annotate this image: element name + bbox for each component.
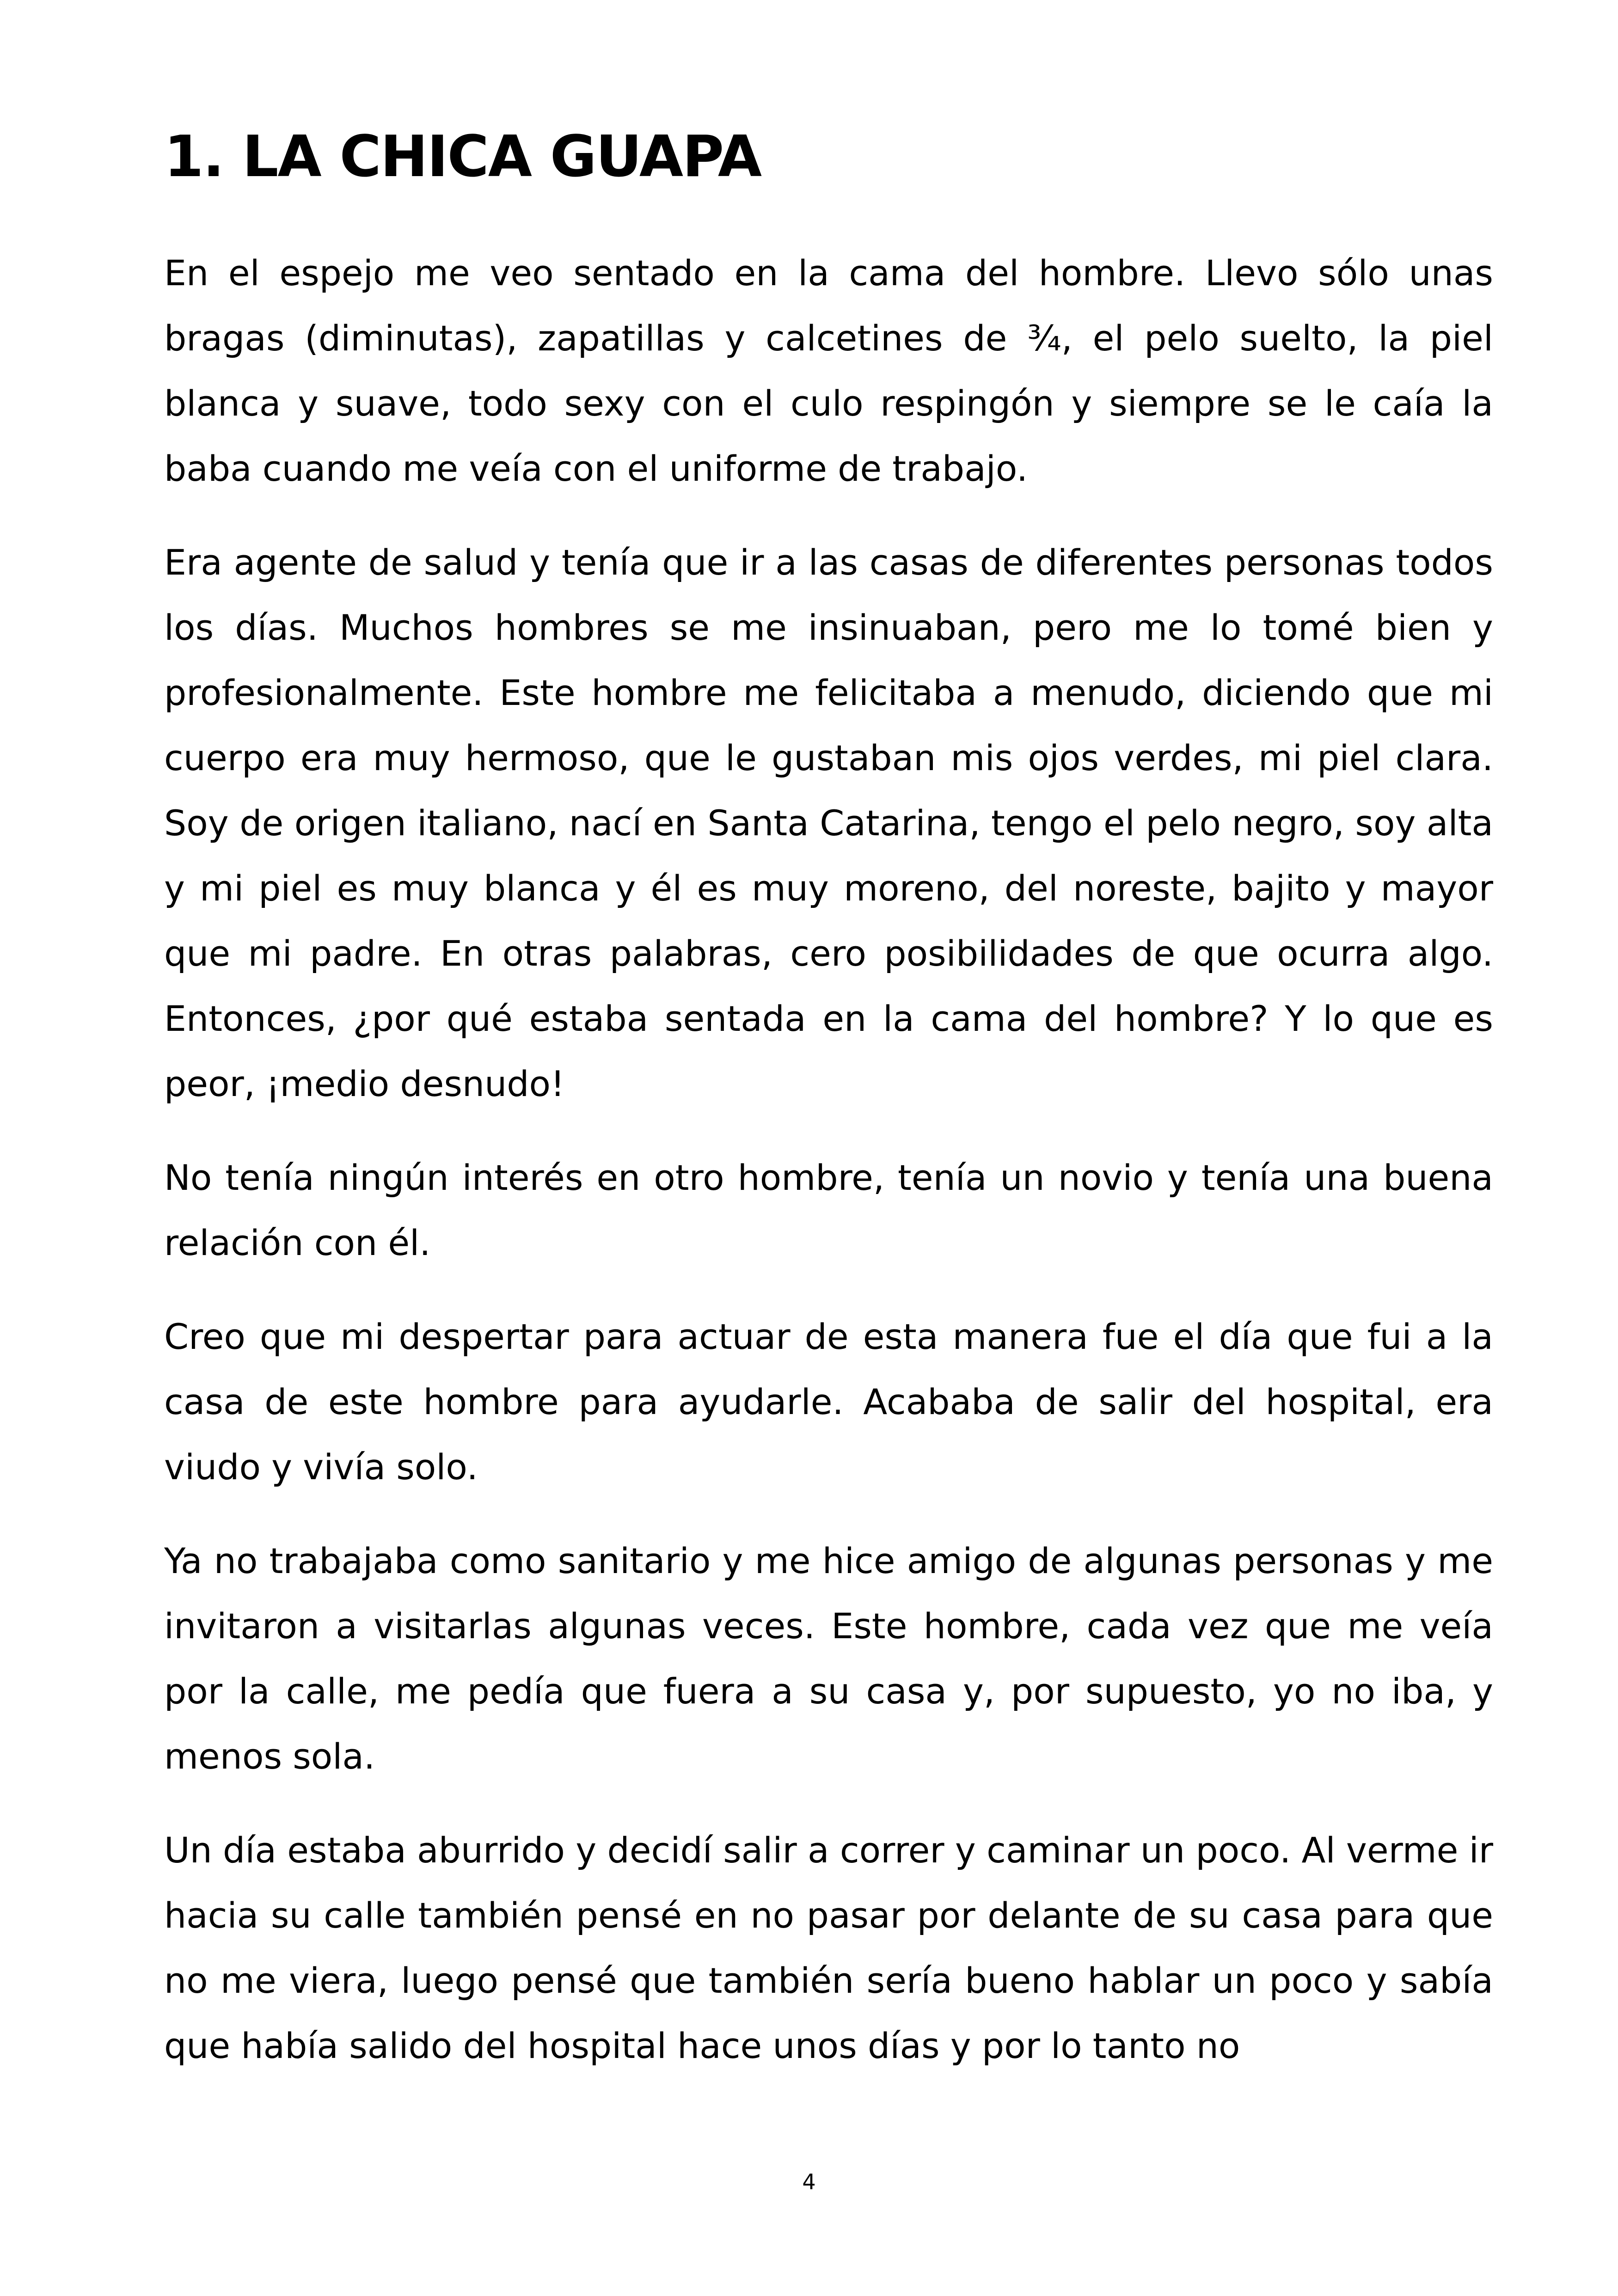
chapter-title: 1. LA CHICA GUAPA <box>164 124 761 190</box>
paragraph-1: En el espejo me veo sentado en la cama del hombre. Llevo sólo unas bragas (diminutas), zapatillas y calcetines de ¾, el pelo suelto, la piel blanca y suave, todo sexy con el culo respingón y siempre se le caía la baba cuando me veía con el uniforme de trabajo. <box>164 252 1493 489</box>
page-number: 4 <box>802 2169 816 2194</box>
paragraph-4: Creo que mi despertar para actuar de esta manera fue el día que fui a la casa de este hombre para ayudarle. Acababa de salir del hospital, era viudo y vivía solo. <box>164 1316 1493 1488</box>
paragraph-3: No tenía ningún interés en otro hombre, tenía un novio y tenía una buena relación con él. <box>164 1157 1493 1263</box>
paragraph-5: Ya no trabajaba como sanitario y me hice amigo de algunas personas y me invitaron a visitarlas algunas veces. Este hombre, cada vez que me veía por la calle, me pedía que fuera a su casa y, por supuesto, yo no iba, y menos sola. <box>164 1540 1493 1777</box>
page-content <box>164 118 1493 2107</box>
paragraph-2: Era agente de salud y tenía que ir a las casas de diferentes personas todos los días. Muchos hombres se me insinuaban, pero me lo tomé bien y profesionalmente. Este hombre me felicitaba a menudo, diciendo que mi cuerpo era muy hermoso, que le gustaban mis ojos verdes, mi piel clara. Soy de origen italiano, nací en Santa Catarina, tengo el pelo negro, soy alta y mi piel es muy blanca y él es muy moreno, del noreste, bajito y mayor que mi padre. En otras palabras, cero posibilidades de que ocurra algo. Entonces, ¿por qué estaba sentada en la cama del hombre? Y lo que es peor, ¡medio desnudo! <box>164 542 1493 1104</box>
paragraph-6: Un día estaba aburrido y decidí salir a correr y caminar un poco. Al verme ir hacia su calle también pensé en no pasar por delante de su casa para que no me viera, luego pensé que también sería bueno hablar un poco y sabía que había salido del hospital hace unos días y por lo tanto no <box>164 1830 1493 2066</box>
